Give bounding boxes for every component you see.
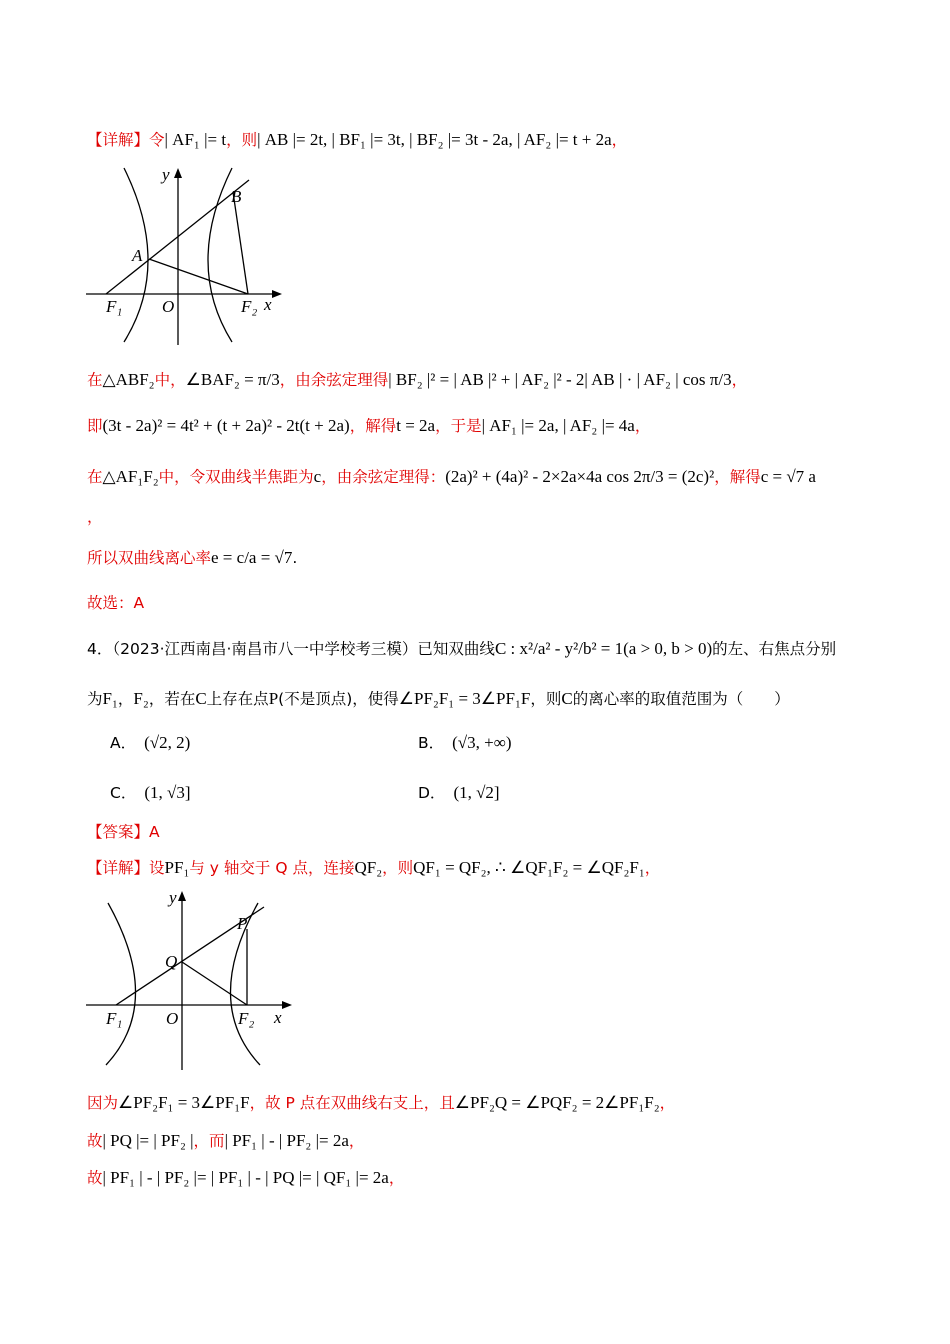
- y-axis-arrow: [174, 168, 182, 178]
- q4-answer: 【答案】A: [87, 823, 160, 841]
- sol3-line4: 在△AF₁F₂中，令双曲线半焦距为c，由余弦定理得：(2a)² + (4a)² - 2×2a×4a cos 2π/3 = (2c)²，解得c = √7 a: [87, 467, 816, 486]
- sol4-line3: 故| PQ |= | PF₂ |，而| PF₁ | - | PF₂ |= 2a，: [87, 1131, 365, 1150]
- q4-line2: 为F₁，F₂，若在C上存在点P(不是顶点)，使得∠PF₂F₁ = 3∠PF₁F，则C的离心率的取值范围为（ ）: [87, 689, 790, 708]
- label-f2: F₂: [238, 1009, 255, 1028]
- figure-hyperbola-abf: [86, 160, 286, 345]
- sol3-line1: 【详解】令| AF₁ |= t，则| AB |= 2t, | BF₁ |= 3t, | BF₂ |= 3t - 2a, | AF₂ |= t + 2a，: [87, 130, 628, 149]
- segment-bf2: [233, 192, 248, 294]
- label-a: A: [132, 246, 143, 265]
- label-x: x: [264, 295, 272, 314]
- label-f1: F₁: [106, 1009, 123, 1028]
- label-f2: F₂: [241, 297, 258, 316]
- label-y: y: [169, 888, 177, 907]
- segment-af2: [149, 259, 248, 294]
- label-q: Q: [165, 952, 178, 971]
- option-c[interactable]: C． (1, √3]: [110, 783, 191, 802]
- sol3-final-answer: 故选：A: [87, 594, 145, 612]
- option-d[interactable]: D． (1, √2]: [418, 783, 500, 802]
- segment-qf2: [182, 962, 247, 1005]
- sol3-line3: 即(3t - 2a)² = 4t² + (t + 2a)² - 2t(t + 2a)，解得t = 2a，于是| AF₁ |= 2a, | AF₂ |= 4a，: [87, 416, 651, 435]
- q4-number: 4．: [87, 640, 113, 658]
- detail-tag: 【详解】: [87, 859, 150, 877]
- sol4-line4: 故| PF₁ | - | PF₂ |= | PF₁ | - | PQ |= | QF₁ |= 2a，: [87, 1168, 405, 1187]
- label-b: B: [231, 187, 242, 206]
- sol3-line5: ，: [87, 508, 103, 526]
- sol4-line1: 【详解】设PF₁与 y 轴交于 Q 点，连接QF₂，则QF₁ = QF₂, ∴ ∠QF₁F₂ = ∠QF₂F₁，: [87, 858, 661, 877]
- detail-tag: 【详解】: [87, 131, 150, 149]
- label-f1: F₁: [106, 297, 123, 316]
- option-a[interactable]: A． (√2, 2): [110, 733, 191, 752]
- label-o: O: [166, 1009, 179, 1028]
- option-b[interactable]: B． (√3, +∞): [418, 733, 512, 752]
- x-axis-arrow: [272, 290, 282, 298]
- figure-hyperbola-pq: [86, 885, 296, 1070]
- label-x: x: [274, 1008, 282, 1027]
- y-axis-arrow: [178, 891, 186, 901]
- label-o: O: [162, 297, 175, 316]
- sol4-line2: 因为∠PF₂F₁ = 3∠PF₁F，故 P 点在双曲线右支上，且∠PF₂Q = ∠PQF₂ = 2∠PF₁F₂，: [87, 1093, 676, 1112]
- label-y: y: [162, 165, 170, 184]
- label-p: P: [237, 914, 248, 933]
- left-branch: [106, 903, 136, 1065]
- x-axis-arrow: [282, 1001, 292, 1009]
- right-branch: [208, 168, 232, 342]
- sol3-line6: 所以双曲线离心率e = c/a = √7.: [87, 548, 298, 567]
- q4-line1: 4．（2023·江西南昌·南昌市八一中学校考三模）已知双曲线C : x²/a² - y²/b² = 1(a > 0, b > 0)的左、右焦点分别: [87, 639, 837, 658]
- sol3-line2: 在△ABF₂中，∠BAF₂ = π/3，由余弦定理得| BF₂ |² = | AB |² + | AF₂ |² - 2| AB | · | AF₂ | cos π/3，: [87, 370, 748, 389]
